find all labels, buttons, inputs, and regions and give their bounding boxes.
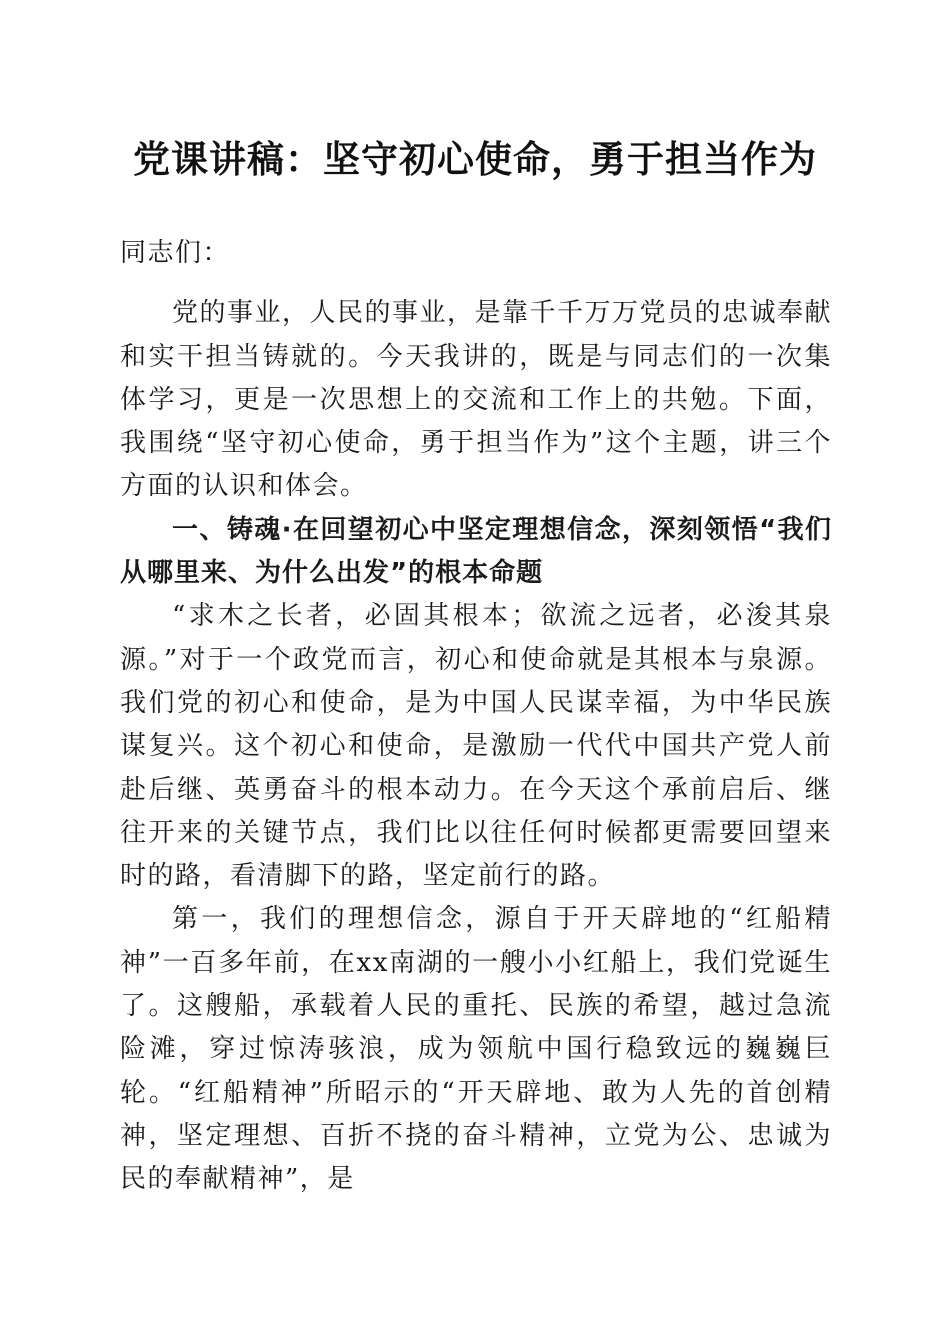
intro-paragraph: 党的事业，人民的事业，是靠千千万万党员的忠诚奉献和实干担当铸就的。今天我讲的，既是与同志们的一次集体学习，更是一次思想上的交流和工作上的共勉。下面，我围绕“坚守初心使命，勇于担当作为”这个主题，讲三个方面的认识和体会。 <box>120 298 833 502</box>
section-heading-1: 一、铸魂·在回望初心中坚定理想信念，深刻领悟“我们从哪里来、为什么出发”的根本命题 <box>120 514 832 589</box>
section-1-paragraph-1: “求木之长者，必固其根本；欲流之远者，必浚其泉源。”对于一个政党而言，初心和使命就是其根本与泉源。我们党的初心和使命，是为中国人民谋幸福，为中华民族谋复兴。这个初心和使命，是激励一代代中国共产党人前赴后继、英勇奋斗的根本动力。在今天这个承前启后、继往开来的关键节点，我们比以往任何时候都更需要回望来时的路，看清脚下的路，坚定前行的路。 <box>120 601 832 892</box>
document-title: 党课讲稿：坚守初心使命，勇于担当作为 <box>133 138 817 181</box>
document-body <box>120 232 832 1202</box>
section-1-paragraph-2: 第一，我们的理想信念，源自于开天辟地的“红船精神”一百多年前，在xx南湖的一艘小小红船上，我们党诞生了。这艘船，承载着人民的重托、民族的希望，越过急流险滩，穿过惊涛骇浪，成为领航中国行稳致远的巍巍巨轮。“红船精神”所昭示的“开天辟地、敢为人先的首创精神，坚定理想、百折不挠的奋斗精神，立党为公、忠诚为民的奉献精神”，是 <box>120 904 832 1195</box>
salutation: 同志们： <box>120 238 231 268</box>
